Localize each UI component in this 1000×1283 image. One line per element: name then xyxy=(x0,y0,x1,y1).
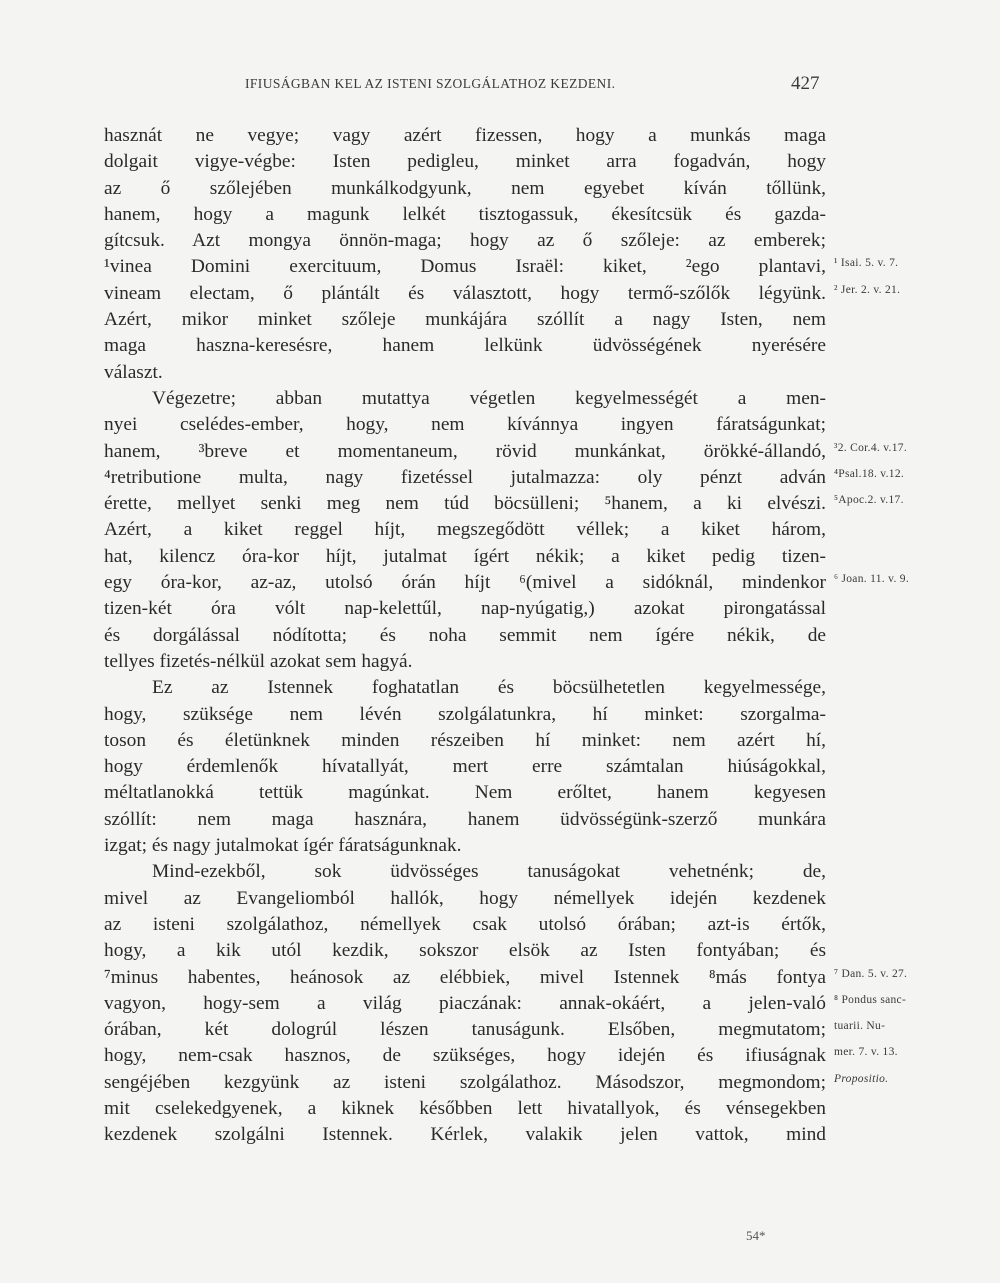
margin-reference: ⁵Apoc.2. v.17. xyxy=(834,494,904,507)
text-line-content: kezdenek szolgálni Istennek. Kérlek, valakik jelen vattok, mind xyxy=(104,1124,826,1146)
text-line xyxy=(104,360,826,386)
text-line xyxy=(104,965,908,991)
body-text xyxy=(104,123,910,1149)
margin-reference: ⁸ Pondus sanc- xyxy=(834,993,907,1006)
margin-reference: tuarii. Nu- xyxy=(834,1020,886,1033)
text-line-content: Azért, mikor minket szőleje munkájára szóllít a nagy Isten, nem xyxy=(104,309,826,331)
text-line xyxy=(104,1070,889,1096)
text-line xyxy=(104,228,826,254)
text-line xyxy=(104,833,826,859)
text-line-content: Mind-ezekből, sok üdvösséges tanuságokat vehetnénk; de, xyxy=(152,861,826,883)
text-line xyxy=(104,281,901,307)
text-line-content: az isteni szolgálathoz, némellyek csak utolsó órában; azt-is értők, xyxy=(104,913,826,935)
text-line xyxy=(104,754,826,780)
margin-reference: mer. 7. v. 13. xyxy=(834,1046,898,1059)
text-line-content: hanem, hogy a magunk lelkét tisztogassuk, ékesítcsük és gazda- xyxy=(104,203,826,225)
text-line xyxy=(104,702,826,728)
text-line xyxy=(104,886,826,912)
margin-reference: ⁶ Joan. 11. v. 9. xyxy=(834,573,910,586)
text-line xyxy=(104,1122,826,1148)
text-line-content: órában, két dologrúl lészen tanuságunk. Elsőben, megmutatom; xyxy=(104,1019,826,1041)
text-line xyxy=(104,1096,826,1122)
text-line-content: hogy, nem-csak hasznos, de szükséges, hogy idején és ifiuságnak xyxy=(104,1045,826,1067)
text-line-content: érette, mellyet senki meg nem túd böcsülleni; ⁵hanem, a ki elvészi. xyxy=(104,493,826,515)
text-line-content: ⁷minus habentes, heánosok az elébbiek, mivel Istennek ⁸más fontya xyxy=(104,966,826,988)
margin-reference: ² Jer. 2. v. 21. xyxy=(834,283,901,296)
text-line-content: hogy érdemlenők hívatallyát, mert erre számtalan hiúságokkal, xyxy=(104,756,826,778)
text-line xyxy=(104,1017,886,1043)
text-line-content: ¹vinea Domini exercituum, Domus Israël: kiket, ²ego plantavi, xyxy=(104,256,826,278)
margin-reference: ³2. Cor.4. v.17. xyxy=(834,441,907,454)
text-line xyxy=(104,254,899,280)
text-line xyxy=(104,307,826,333)
text-line xyxy=(104,123,826,149)
text-line xyxy=(104,202,826,228)
text-line-content: választ. xyxy=(104,361,163,383)
text-line-content: szóllít: nem maga hasznára, hanem üdvösségünk-szerző munkára xyxy=(104,808,826,830)
text-line xyxy=(104,412,826,438)
text-line xyxy=(104,465,905,491)
text-line-content: vineam electam, ő plántált és választott, hogy termő-szőlők légyünk. xyxy=(104,282,826,304)
margin-reference: ⁴Psal.18. v.12. xyxy=(834,467,905,480)
text-line xyxy=(104,912,826,938)
text-line xyxy=(104,439,907,465)
text-line xyxy=(104,649,826,675)
text-line-content: vagyon, hogy-sem a világ piaczának: annak-okáért, a jelen-való xyxy=(104,992,826,1014)
text-line xyxy=(104,333,826,359)
text-line xyxy=(104,623,826,649)
page-number: 427 xyxy=(791,73,820,94)
text-line-content: hat, kilencz óra-kor híjt, jutalmat ígért nékik; a kiket pedig tizen- xyxy=(104,545,826,567)
text-line-content: sengéjében kezgyünk az isteni szolgálathoz. Másodszor, megmondom; xyxy=(104,1071,826,1093)
text-line-content: mivel az Evangeliomból hallók, hogy némellyek idején kezdenek xyxy=(104,887,826,909)
running-head: IFIUSÁGBAN KEL AZ ISTENI SZOLGÁLATHOZ KEZDENI. xyxy=(245,76,616,91)
text-line xyxy=(104,807,826,833)
margin-reference: Propositio. xyxy=(834,1072,889,1085)
text-line-content: tellyes fizetés-nélkül azokat sem hagyá. xyxy=(104,650,413,672)
text-line xyxy=(104,570,910,596)
text-line-content: Végezetre; abban mutattya végetlen kegyelmességét a men- xyxy=(152,387,826,409)
text-line xyxy=(104,1043,898,1069)
text-line xyxy=(104,176,826,202)
text-line xyxy=(104,675,826,701)
text-line xyxy=(104,596,826,622)
text-line-content: Azért, a kiket reggel híjt, megszegődött véllek; a kiket három, xyxy=(104,519,826,541)
text-line xyxy=(104,780,826,806)
text-line xyxy=(104,491,904,517)
text-line-content: izgat; és nagy jutalmokat ígér fáratságunknak. xyxy=(104,835,462,857)
text-line-content: dolgait vigye-végbe: Isten pedigleu, minket arra fogadván, hogy xyxy=(104,151,826,173)
text-line-content: toson és életünknek minden részeiben hí minket: nem azért hí, xyxy=(104,729,826,751)
text-line xyxy=(104,386,826,412)
text-line-content: nyei cselédes-ember, hogy, nem kívánnya ingyen fáratságunkat; xyxy=(104,414,826,436)
margin-reference: ⁷ Dan. 5. v. 27. xyxy=(834,967,908,980)
text-line-content: Ez az Istennek foghatatlan és böcsülhetetlen kegyelmessége, xyxy=(152,677,826,699)
margin-reference: ¹ Isai. 5. v. 7. xyxy=(834,257,899,270)
text-line xyxy=(104,728,826,754)
text-line-content: és dorgálással nódította; és noha semmit nem ígére nékik, de xyxy=(104,624,826,646)
text-line-content: méltatlanokká tettük magúnkat. Nem erőltet, hanem kegyesen xyxy=(104,782,826,804)
text-line xyxy=(104,938,826,964)
text-line-content: hasznát ne vegye; vagy azért fizessen, hogy a munkás maga xyxy=(104,125,826,146)
text-line xyxy=(104,517,826,543)
text-line-content: hanem, ³breve et momentaneum, rövid munkánkat, örökké-állandó, xyxy=(104,440,826,462)
text-line xyxy=(104,544,826,570)
text-line-content: maga haszna-keresésre, hanem lelkünk üdvösségének nyerésére xyxy=(104,335,826,357)
text-line xyxy=(104,149,826,175)
text-line-content: egy óra-kor, az-az, utolsó órán híjt ⁶(mivel a sidóknál, mindenkor xyxy=(104,572,826,594)
text-line xyxy=(104,991,907,1017)
text-line-content: ⁴retributione multa, nagy fizetéssel jutalmazza: oly pénzt adván xyxy=(104,466,826,488)
text-line-content: gítcsuk. Azt mongya önnön-maga; hogy az ő szőleje: az emberek; xyxy=(104,230,826,252)
text-line-content: mit cselekedgyenek, a kiknek későbben lett hivatallyok, és vénsegekben xyxy=(104,1097,826,1119)
text-line-content: hogy, a kik utól kezdik, sokszor elsök az Isten fontyában; és xyxy=(104,940,826,962)
text-line-content: az ő szőlejében munkálkodgyunk, nem egyebet kíván tőllünk, xyxy=(104,177,826,199)
text-line-content: hogy, szüksége nem lévén szolgálatunkra, hí minket: szorgalma- xyxy=(104,703,826,725)
printer-signature: 54* xyxy=(746,1228,766,1243)
text-line-content: tizen-két óra vólt nap-kelettűl, nap-nyúgatig,) azokat pirongatással xyxy=(104,598,826,620)
text-line xyxy=(104,859,826,885)
